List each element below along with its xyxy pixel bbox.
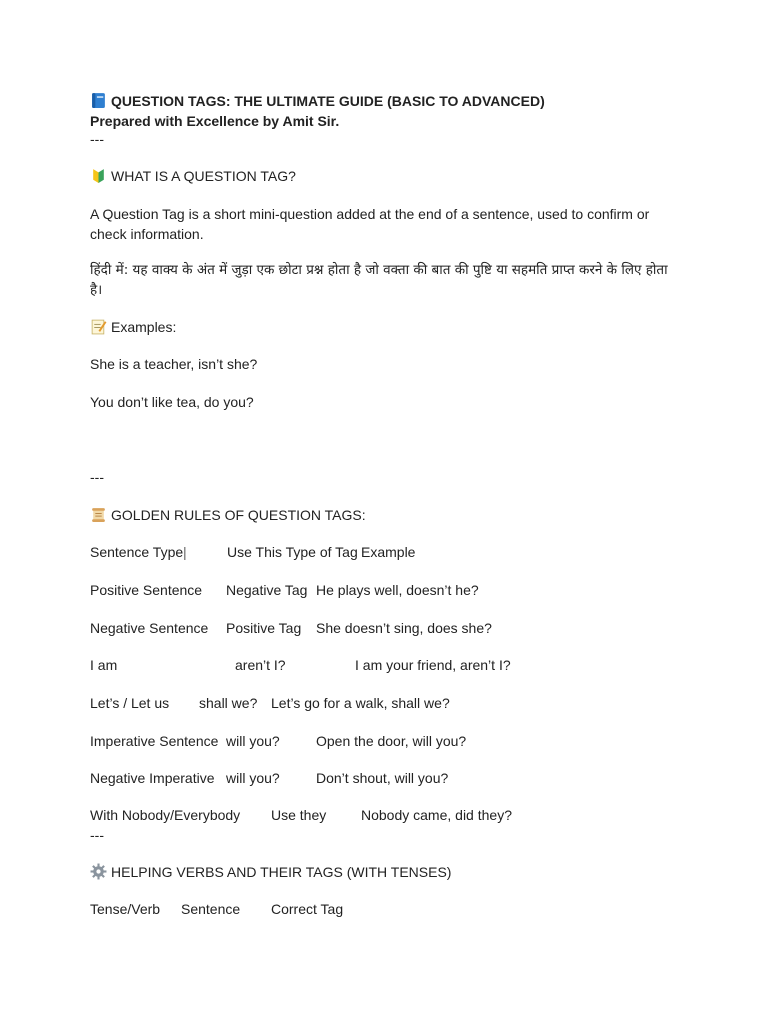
section-heading-what xyxy=(90,166,296,186)
scroll-icon xyxy=(90,506,107,523)
section-heading-verbs xyxy=(90,862,451,882)
rule-type: Negative Imperative xyxy=(90,770,215,786)
rule-tag: Use they xyxy=(271,807,327,823)
rule-tag: will you? xyxy=(226,770,280,786)
verbs-header-col2: Sentence xyxy=(181,901,241,917)
section-heading-rules xyxy=(90,505,366,525)
separator: --- xyxy=(90,131,104,147)
blue-book-icon xyxy=(90,92,107,109)
rule-tag: Positive Tag xyxy=(226,620,302,636)
example-sentence: She is a teacher, isn’t she? xyxy=(90,356,258,372)
example-sentence: You don’t like tea, do you? xyxy=(90,394,254,410)
rule-type: I am xyxy=(90,657,118,673)
rule-tag: shall we? xyxy=(199,695,258,711)
doc-subtitle: Prepared with Excellence by Amit Sir. xyxy=(90,113,340,129)
rule-example: Let’s go for a walk, shall we? xyxy=(271,695,450,711)
verbs-header-col1: Tense/Verb xyxy=(90,901,161,917)
doc-title: QUESTION TAGS: THE ULTIMATE GUIDE (BASIC TO ADVANCED) xyxy=(111,93,545,109)
rules-header-col2: Use This Type of Tag xyxy=(227,544,358,560)
title-line xyxy=(90,91,545,111)
rule-type: Let’s / Let us xyxy=(90,695,170,711)
rule-example: Open the door, will you? xyxy=(316,733,467,749)
section-heading-text: WHAT IS A QUESTION TAG? xyxy=(111,168,296,184)
rule-type: Positive Sentence xyxy=(90,582,203,598)
examples-label: Examples: xyxy=(111,319,177,335)
examples-label-line xyxy=(90,317,176,337)
rule-example: Nobody came, did they? xyxy=(361,807,512,823)
rule-tag: aren’t I? xyxy=(235,657,286,673)
rules-header-col3: Example xyxy=(361,544,416,560)
separator: --- xyxy=(90,827,104,843)
separator: --- xyxy=(90,469,104,485)
rule-example: Don’t shout, will you? xyxy=(316,770,449,786)
gear-icon xyxy=(90,863,107,880)
text-cursor: | xyxy=(183,544,187,560)
rule-tag: Negative Tag xyxy=(226,582,308,598)
rule-type: Imperative Sentence xyxy=(90,733,219,749)
rule-example: He plays well, doesn’t he? xyxy=(316,582,479,598)
beginner-badge-icon xyxy=(90,167,107,184)
verbs-header-col3: Correct Tag xyxy=(271,901,344,917)
section-heading-text: HELPING VERBS AND THEIR TAGS (WITH TENSES) xyxy=(111,864,452,880)
rule-type: With Nobody/Everybody xyxy=(90,807,241,823)
definition-paragraph: A Question Tag is a short mini-question added at the end of a sentence, used to confirm or check information. xyxy=(90,206,650,242)
section-heading-text: GOLDEN RULES OF QUESTION TAGS: xyxy=(111,507,366,523)
rules-header-col1: Sentence Type xyxy=(90,544,184,560)
memo-icon xyxy=(90,318,107,335)
hindi-paragraph: हिंदी में: यह वाक्य के अंत में जुड़ा एक छोटा प्रश्न होता है जो वक्ता की बात की पुष्टि या सहमति प्राप्त करने के लिए होता है। xyxy=(90,262,668,298)
rule-type: Negative Sentence xyxy=(90,620,209,636)
rule-example: She doesn’t sing, does she? xyxy=(316,620,492,636)
rule-tag: will you? xyxy=(226,733,280,749)
rule-example: I am your friend, aren’t I? xyxy=(355,657,511,673)
